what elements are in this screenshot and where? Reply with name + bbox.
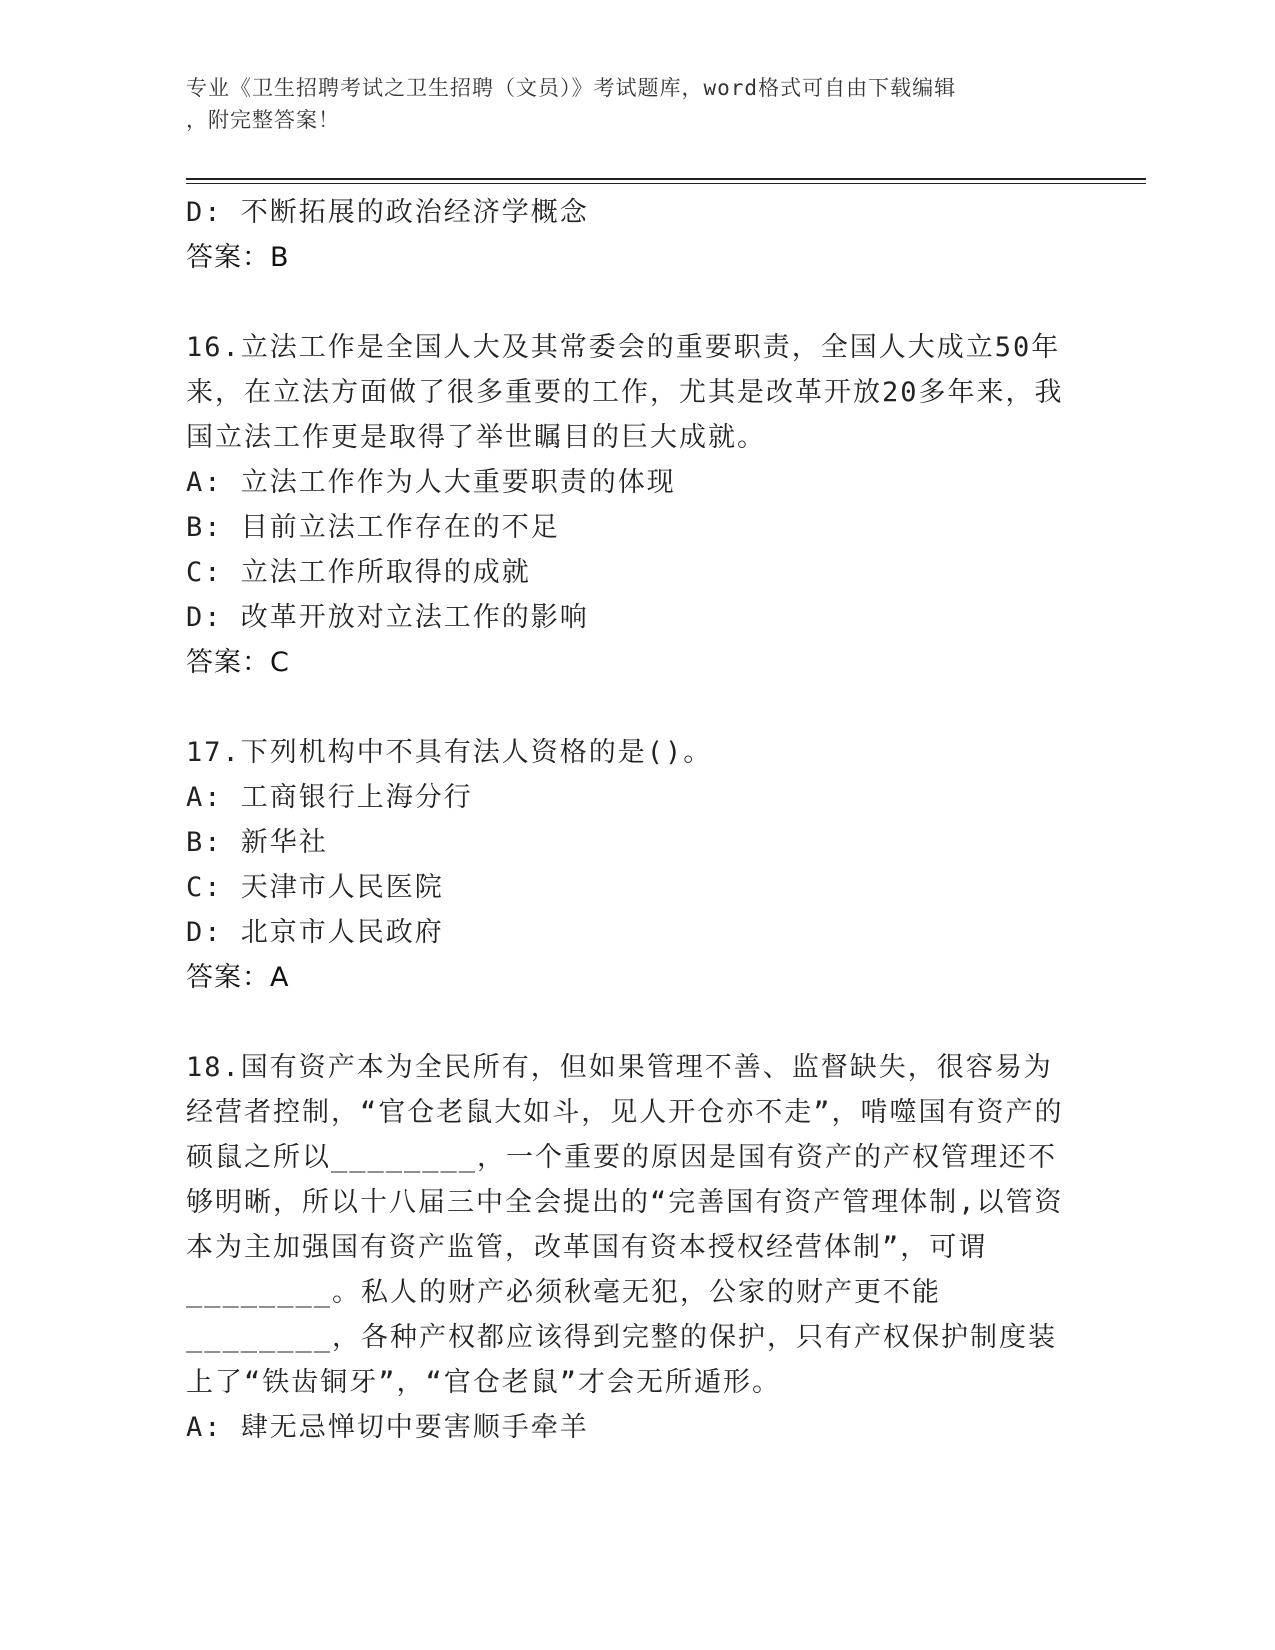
- spacer: [186, 685, 1066, 730]
- document-header: [186, 72, 1066, 136]
- q16-option-c: C: 立法工作所取得的成就: [186, 557, 531, 588]
- header-line-2: ，附完整答案！: [186, 108, 340, 132]
- question-17: [186, 730, 1066, 1000]
- q16-answer: 答案：C: [186, 647, 290, 678]
- q16-stem: 16.立法工作是全国人大及其常委会的重要职责，全国人大成立50年来，在立法方面做了很多重要的工作，尤其是改革开放20多年来，我国立法工作更是取得了举世瞩目的巨大成就。: [186, 332, 1064, 453]
- question-content: [186, 190, 1066, 1450]
- header-line-1: 专业《卫生招聘考试之卫生招聘（文员）》考试题库，word格式可自由下载编辑: [186, 76, 957, 100]
- prev-answer: 答案：B: [186, 242, 290, 273]
- question-18: [186, 1045, 1066, 1450]
- q17-stem: 17.下列机构中不具有法人资格的是()。: [186, 737, 713, 768]
- q17-option-c: C: 天津市人民医院: [186, 872, 444, 903]
- spacer: [186, 1000, 1066, 1045]
- q17-answer: 答案：A: [186, 962, 290, 993]
- q16-option-b: B: 目前立法工作存在的不足: [186, 512, 560, 543]
- header-rule-thick: [186, 178, 1146, 180]
- header-rule-thin: [186, 183, 1146, 184]
- spacer: [186, 280, 1066, 325]
- q18-stem: 18.国有资产本为全民所有，但如果管理不善、监督缺失，很容易为经营者控制，“官仓老鼠大如斗，见人开仓亦不走”，啃噬国有资产的硕鼠之所以________，一个重要的原因是国有资产的产权管理还不够明晰，所以十八届三中全会提出的“完善国有资产管理体制,以管资本为主加强国有资产监管，改革国有资本授权经营体制”，可谓________。私人的财产必须秋毫无犯，公家的财产更不能________，各种产权都应该得到完整的保护，只有产权保护制度装上了“铁齿铜牙”，“官仓老鼠”才会无所遁形。: [186, 1052, 1064, 1398]
- q16-option-d: D: 改革开放对立法工作的影响: [186, 602, 589, 633]
- q18-option-a: A: 肆无忌惮切中要害顺手牵羊: [186, 1412, 589, 1443]
- q16-option-a: A: 立法工作作为人大重要职责的体现: [186, 467, 676, 498]
- prev-option-d: D: 不断拓展的政治经济学概念: [186, 197, 589, 228]
- q17-option-d: D: 北京市人民政府: [186, 917, 444, 948]
- q17-option-b: B: 新华社: [186, 827, 328, 858]
- question-16: [186, 325, 1066, 685]
- prev-question: [186, 190, 1066, 280]
- q17-option-a: A: 工商银行上海分行: [186, 782, 473, 813]
